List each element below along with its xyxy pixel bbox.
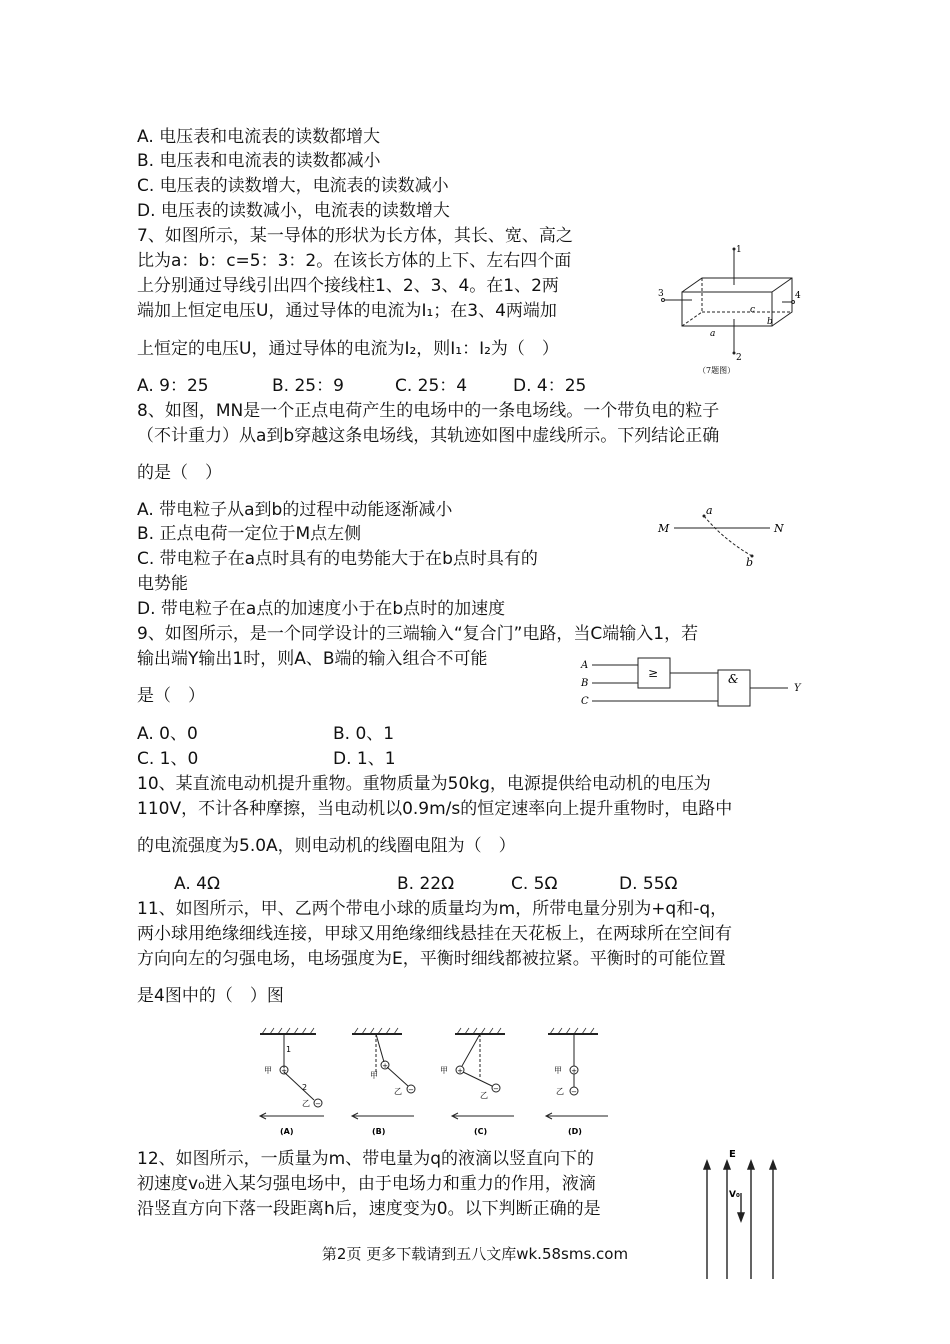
q6-option-b: B. 电压表和电流表的读数都减小 [137, 151, 381, 171]
q7-option-d: D. 4：25 [513, 376, 587, 396]
q11-label-1: 1 [286, 1045, 292, 1054]
svg-text:−: − [315, 1100, 321, 1108]
q7-option-a: A. 9：25 [137, 376, 209, 396]
q11-label-yi: 乙 [480, 1091, 488, 1100]
svg-text:+: + [281, 1067, 287, 1075]
q9-text-line: 输出端Y输出1时，则A、B端的输入组合不可能 [137, 649, 488, 669]
q7-label-b: b [767, 317, 773, 327]
q7-terminal-3: 3 [658, 289, 664, 299]
q7-text-line: 7、如图所示，某一导体的形状为长方体，其长、宽、高之 [137, 226, 573, 246]
q7-option-b: B. 25：9 [272, 376, 344, 396]
q11-text-line: 方向向左的匀强电场，电场强度为E，平衡时细线都被拉紧。平衡时的可能位置 [137, 949, 726, 969]
q9-label-y: Y [794, 683, 801, 694]
q9-option-a: A. 0、0 [137, 724, 198, 744]
q8-field-line-figure [652, 500, 792, 570]
q9-label-a: A [581, 660, 589, 671]
q11-label-2: 2 [302, 1083, 308, 1092]
q7-text-line: 上恒定的电压U，通过导体的电流为I₂，则I₁：I₂为（ ） [137, 339, 559, 359]
q8-label-b: b [746, 556, 754, 569]
q7-terminal-2: 2 [736, 353, 742, 363]
q8-text-line: 8、如图，MN是一个正点电荷产生的电场中的一条电场线。一个带负电的粒子 [137, 401, 720, 421]
q9-label-b: B [581, 678, 589, 689]
q7-text-line: 端加上恒定电压U，通过导体的电流为I₁；在3、4两端加 [137, 301, 557, 321]
q10-option-a: A. 4Ω [174, 874, 220, 894]
q10-option-d: D. 55Ω [619, 874, 678, 894]
q8-option-a: A. 带电粒子从a到b的过程中动能逐渐减小 [137, 500, 453, 520]
q8-text-line: （不计重力）从a到b穿越这条电场线，其轨迹如图中虚线所示。下列结论正确 [137, 426, 720, 446]
q11-label-yi: 乙 [556, 1087, 564, 1096]
q7-label-a: a [710, 329, 716, 339]
q8-option-b: B. 正点电荷一定位于M点左侧 [137, 524, 362, 544]
q11-text-line: 是4图中的（ ）图 [137, 986, 284, 1006]
q9-text-line: 是（ ） [137, 686, 205, 706]
q6-option-d: D. 电压表的读数减小，电流表的读数增大 [137, 201, 450, 221]
q9-option-b: B. 0、1 [333, 724, 395, 744]
q9-logic-circuit-figure [578, 650, 813, 712]
q7-label-c: c [750, 305, 756, 315]
q11-figure-d-label: (D) [568, 1127, 582, 1136]
q11-figure-a-label: (A) [280, 1127, 294, 1136]
page-footer: 第2页 更多下载请到五八文库wk.58sms.com [321, 1245, 629, 1263]
q7-box-figure [652, 240, 812, 380]
q9-option-c: C. 1、0 [137, 749, 199, 769]
q8-option-d: D. 带电粒子在a点的加速度小于在b点时的加速度 [137, 599, 506, 619]
q9-and-gate-symbol: & [728, 672, 739, 686]
q12-text-line: 初速度v₀进入某匀强电场中，由于电场力和重力的作用，液滴 [137, 1174, 596, 1194]
q10-text-line: 的电流强度为5.0A，则电动机的线圈电阻为（ ） [137, 836, 516, 856]
q9-or-gate-symbol: ≥ [648, 666, 659, 680]
q11-text-line: 11、如图所示，甲、乙两个带电小球的质量均为m，所带电量分别为+q和-q， [137, 899, 728, 919]
q8-option-c: C. 带电粒子在a点时具有的电势能大于在b点时具有的 [137, 549, 538, 569]
svg-text:−: − [571, 1088, 577, 1096]
q10-option-c: C. 5Ω [511, 874, 558, 894]
q11-label-jia: 甲 [370, 1071, 378, 1080]
q12-text-line: 12、如图所示，一质量为m、带电量为q的液滴以竖直向下的 [137, 1149, 594, 1169]
q8-label-m: M [658, 522, 670, 535]
q11-label-yi: 乙 [394, 1087, 402, 1096]
q9-option-d: D. 1、1 [333, 749, 396, 769]
q9-text-line: 9、如图所示，是一个同学设计的三端输入“复合门”电路，当C端输入1，若 [137, 624, 699, 644]
q10-text-line: 110V，不计各种摩擦，当电动机以0.9m/s的恒定速率向上提升重物时，电路中 [137, 799, 733, 819]
q11-text-line: 两小球用绝缘细线连接，甲球又用绝缘细线悬挂在天花板上，在两球所在空间有 [137, 924, 732, 944]
q11-figure-c-label: (C) [474, 1127, 488, 1136]
svg-text:−: − [493, 1085, 499, 1093]
q12-label-e: E [729, 1149, 736, 1160]
q11-label-jia: 甲 [554, 1066, 562, 1075]
q8-option-c-cont: 电势能 [137, 574, 188, 594]
q8-label-a: a [706, 504, 713, 517]
q11-pendulum-figures [252, 1022, 617, 1142]
q11-label-yi: 乙 [302, 1099, 310, 1108]
q12-text-line: 沿竖直方向下落一段距离h后，速度变为0。以下判断正确的是 [137, 1199, 601, 1219]
svg-text:−: − [408, 1086, 414, 1094]
q11-label-jia: 甲 [264, 1066, 272, 1075]
q7-figure-caption: （7题图） [698, 366, 736, 375]
svg-text:+: + [457, 1067, 463, 1075]
q6-option-c: C. 电压表的读数增大，电流表的读数减小 [137, 176, 449, 196]
q7-terminal-1: 1 [736, 245, 742, 255]
q8-label-n: N [774, 522, 784, 535]
q10-option-b: B. 22Ω [397, 874, 455, 894]
q11-label-jia: 甲 [440, 1066, 448, 1075]
q7-text-line: 比为a：b：c=5：3：2。在该长方体的上下、左右四个面 [137, 251, 572, 271]
q7-text-line: 上分别通过导线引出四个接线柱1、2、3、4。在1、2两 [137, 276, 559, 296]
svg-text:+: + [571, 1067, 577, 1075]
q8-text-line: 的是（ ） [137, 463, 222, 483]
q7-terminal-4: 4 [795, 291, 801, 301]
q12-field-figure [695, 1145, 785, 1285]
svg-text:+: + [382, 1062, 388, 1070]
q7-option-c: C. 25：4 [395, 376, 468, 396]
q6-option-a: A. 电压表和电流表的读数都增大 [137, 127, 381, 147]
q12-label-v0: V₀ [729, 1190, 740, 1200]
q10-text-line: 10、某直流电动机提升重物。重物质量为50kg，电源提供给电动机的电压为 [137, 774, 711, 794]
q9-label-c: C [581, 696, 589, 707]
q11-figure-b-label: (B) [372, 1127, 386, 1136]
